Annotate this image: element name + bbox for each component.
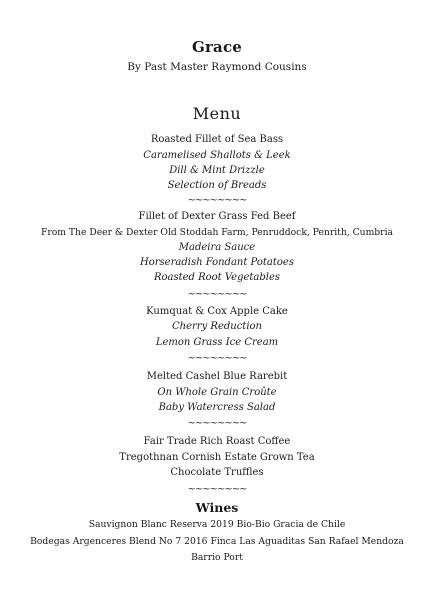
course2-origin: From The Deer & Dexter Old Stoddah Farm, Penruddock, Penrith, Cumbria	[41, 227, 393, 238]
course3-side1: Cherry Reduction	[172, 321, 262, 332]
wine-1: Sauvignon Blanc Reserva 2019 Bio-Bio Gracia de Chile	[88, 519, 346, 530]
course5-line1: Fair Trade Rich Roast Coffee	[143, 436, 291, 447]
course3-side2: Lemon Grass Ice Cream	[155, 337, 279, 348]
course2-side2: Horseradish Fondant Potatoes	[140, 257, 294, 268]
course4-main: Melted Cashel Blue Rarebit	[146, 371, 288, 382]
wine-3: Barrio Port	[191, 552, 243, 563]
separator-2: ~~~~~~~~	[187, 289, 247, 300]
course1-side1: Caramelised Shallots & Leek	[143, 150, 291, 161]
separator-1: ~~~~~~~~	[187, 195, 247, 206]
wine-2: Bodegas Argenceres Blend No 7 2016 Finca Las Aguaditas San Rafael Mendoza	[30, 536, 404, 547]
wines-heading: Wines	[195, 500, 239, 515]
separator-4: ~~~~~~~~	[187, 418, 247, 429]
separator-3: ~~~~~~~~	[187, 353, 247, 364]
course4-side2: Baby Watercress Salad	[158, 402, 276, 413]
course5-line2: Tregothnan Cornish Estate Grown Tea	[119, 452, 315, 463]
course2-main: Fillet of Dexter Grass Fed Beef	[138, 211, 296, 222]
event-subtitle: By Past Master Raymond Cousins	[127, 61, 307, 73]
course3-main: Kumquat & Cox Apple Cake	[146, 306, 288, 317]
course2-side1: Madeira Sauce	[178, 242, 256, 253]
course4-side1: On Whole Grain Croûte	[157, 387, 277, 398]
course1-main: Roasted Fillet of Sea Bass	[150, 134, 284, 145]
course2-side3: Roasted Root Vegetables	[153, 272, 281, 283]
separator-5: ~~~~~~~~	[187, 484, 247, 495]
course5-line3: Chocolate Truffles	[170, 467, 264, 478]
course1-side2: Dill & Mint Drizzle	[169, 165, 265, 176]
menu-heading: Menu	[192, 104, 242, 123]
course1-side3: Selection of Breads	[167, 180, 267, 191]
event-title: Grace	[191, 38, 243, 56]
